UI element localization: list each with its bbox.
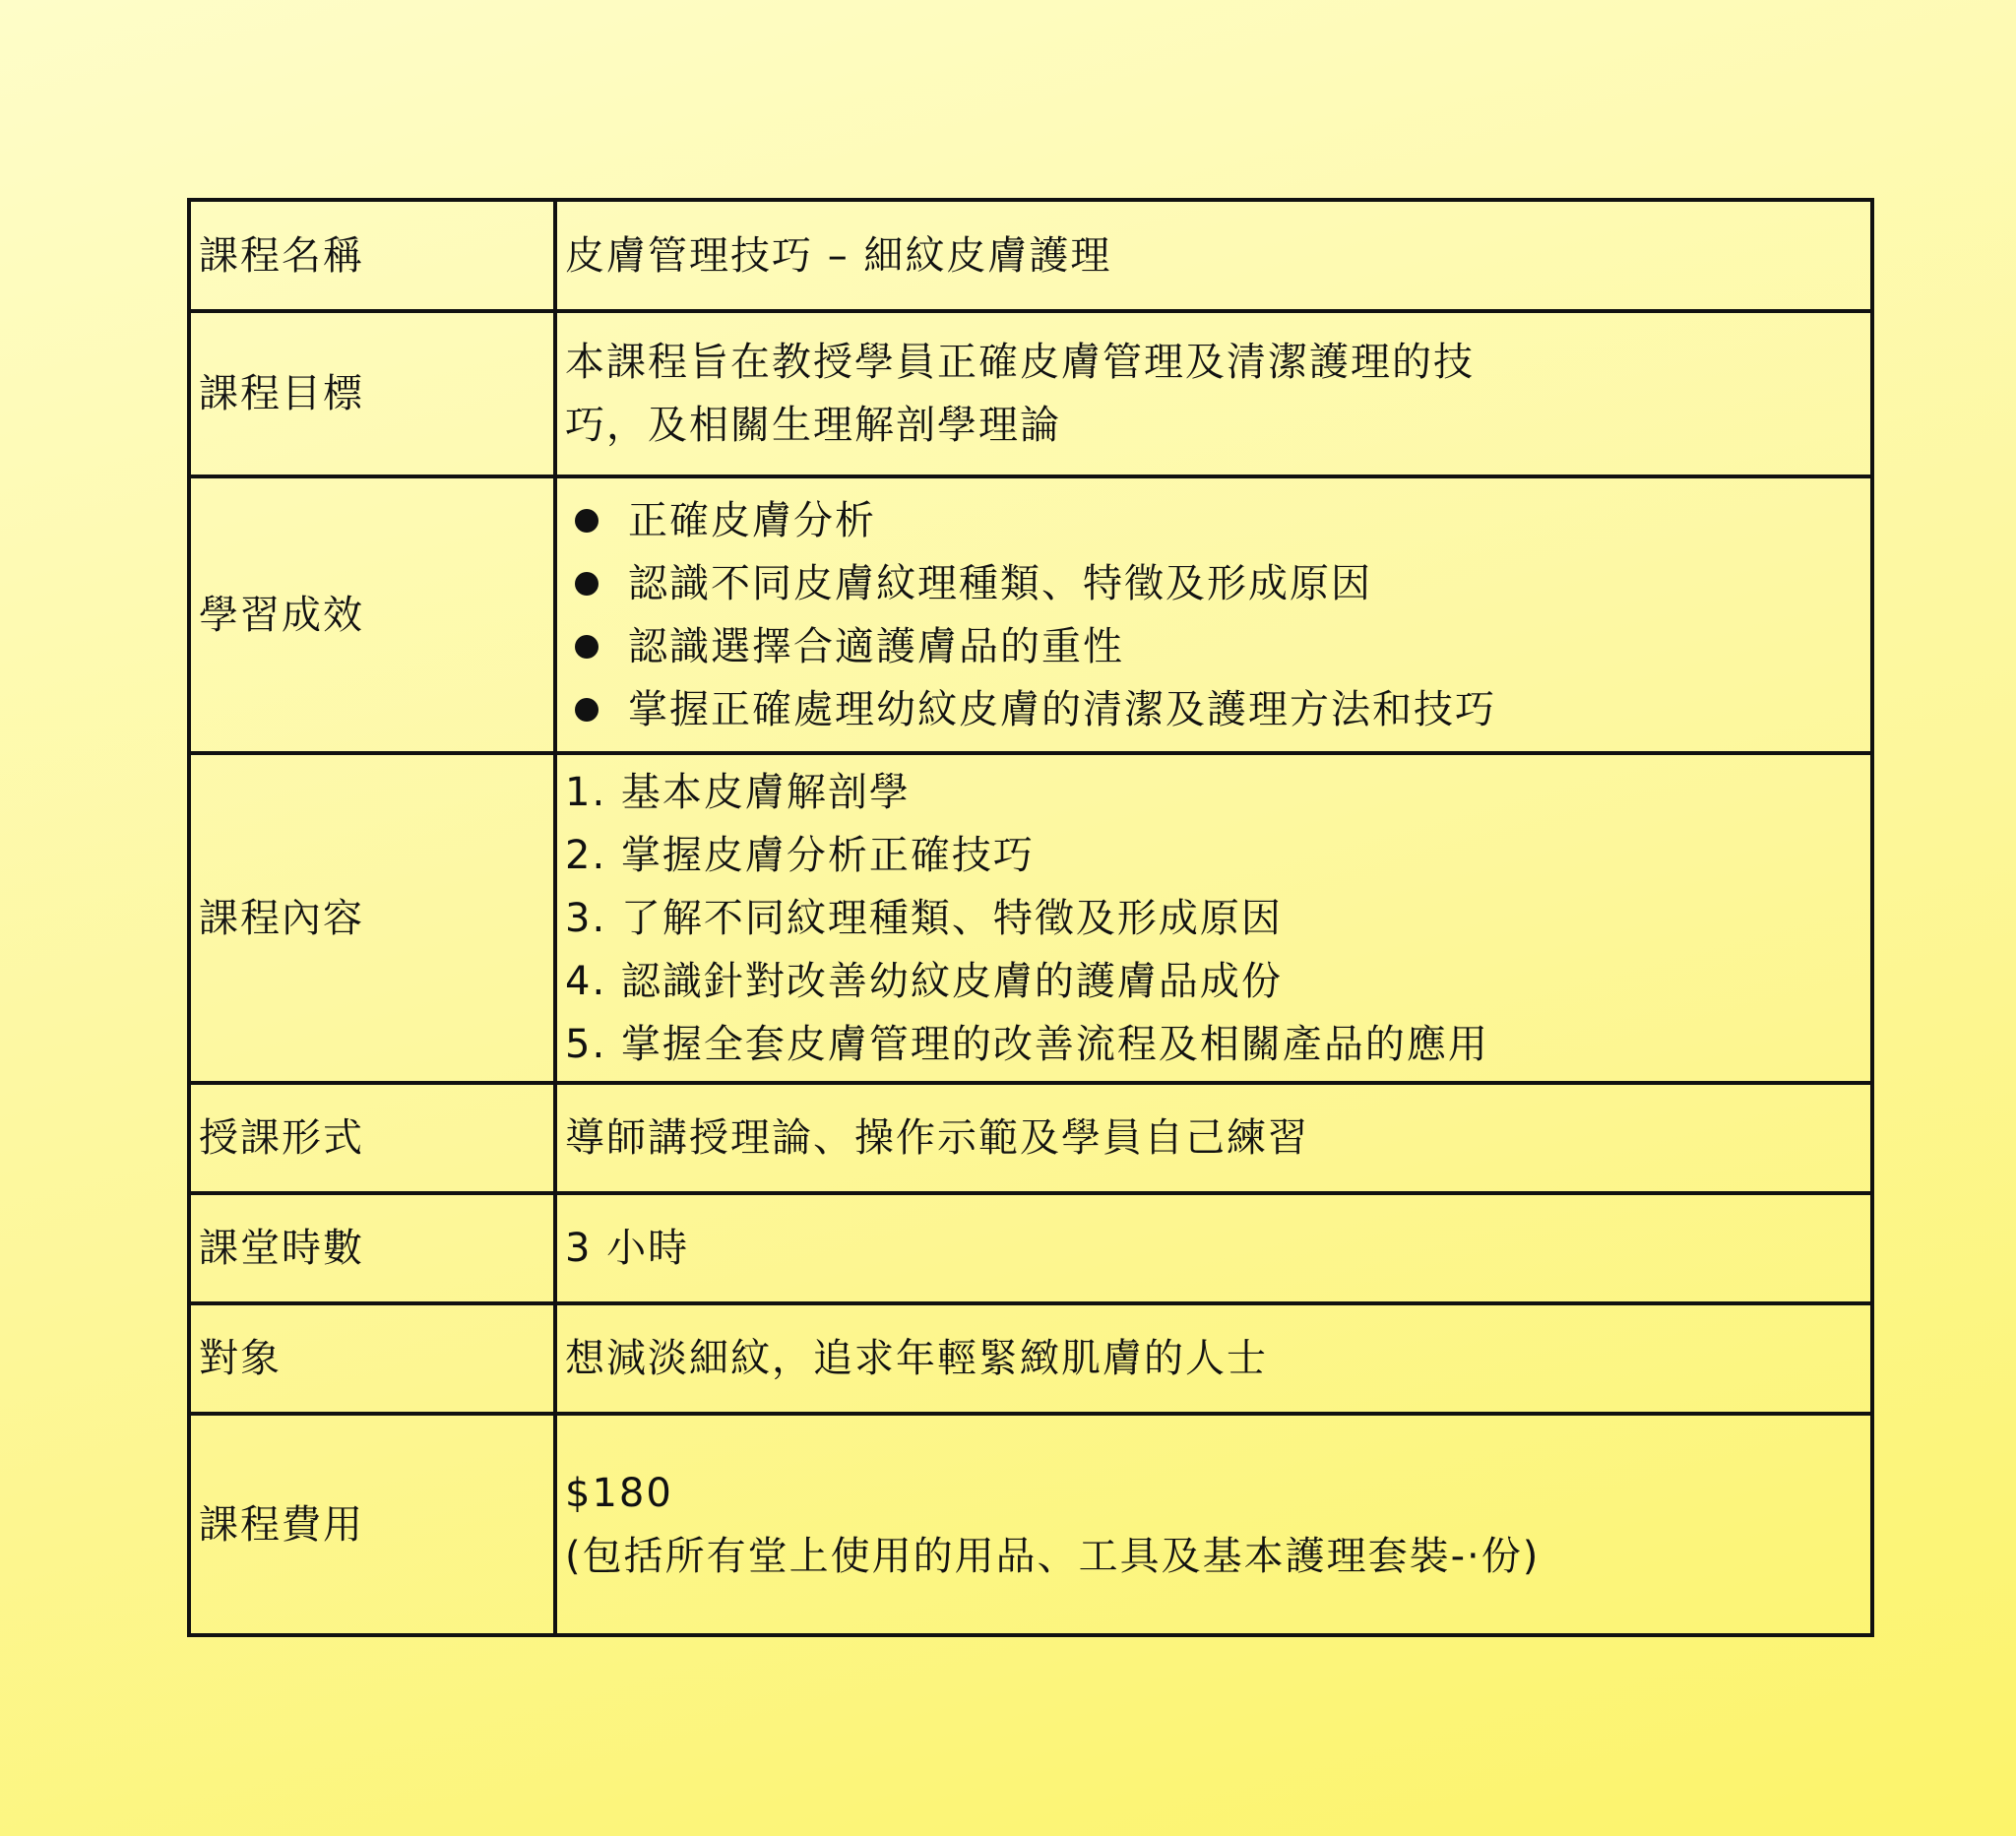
teaching-format-value: 導師講授理論、操作示範及學員自己練習 <box>555 1083 1872 1193</box>
outcome-item <box>565 552 1862 615</box>
outcome-text: 認識不同皮膚紋理種類、特徵及形成原因 <box>628 560 1372 606</box>
content-item: 4. 認識針對改善幼紋皮膚的護膚品成份 <box>565 958 1283 1004</box>
objective-line: 本課程旨在教授學員正確皮膚管理及清潔護理的技 <box>565 340 1475 385</box>
outcome-item <box>565 678 1862 741</box>
content-item: 2. 掌握皮膚分析正確技巧 <box>565 832 1035 878</box>
bullet-icon <box>575 698 598 722</box>
fee-amount: $180 <box>565 1470 673 1516</box>
course-objective-label: 課程目標 <box>189 311 555 476</box>
class-hours-value: 3 小時 <box>555 1193 1872 1303</box>
course-content-label: 課程內容 <box>189 753 555 1083</box>
row-target-audience <box>189 1303 1872 1414</box>
outcome-text: 正確皮膚分析 <box>628 497 876 543</box>
row-learning-outcomes <box>189 476 1872 753</box>
outcome-item <box>565 489 1862 552</box>
bullet-icon <box>575 509 598 533</box>
course-fee-label: 課程費用 <box>189 1414 555 1635</box>
bullet-icon <box>575 635 598 659</box>
learning-outcomes-label: 學習成效 <box>189 476 555 753</box>
teaching-format-label: 授課形式 <box>189 1083 555 1193</box>
course-info-sheet <box>187 198 1831 1637</box>
target-audience-value: 想減淡細紋，追求年輕緊緻肌膚的人士 <box>555 1303 1872 1414</box>
course-name-value: 皮膚管理技巧 – 細紋皮膚護理 <box>555 200 1872 311</box>
course-name-label: 課程名稱 <box>189 200 555 311</box>
row-course-fee <box>189 1414 1872 1635</box>
target-audience-label: 對象 <box>189 1303 555 1414</box>
course-objective-value <box>555 311 1872 476</box>
row-course-name <box>189 200 1872 311</box>
course-info-table <box>187 198 1874 1637</box>
bullet-icon <box>575 572 598 596</box>
course-content-list <box>555 753 1872 1083</box>
outcome-item <box>565 615 1862 678</box>
row-class-hours <box>189 1193 1872 1303</box>
class-hours-label: 課堂時數 <box>189 1193 555 1303</box>
content-item: 1. 基本皮膚解剖學 <box>565 769 911 815</box>
learning-outcomes-list <box>555 476 1872 753</box>
outcome-text: 掌握正確處理幼紋皮膚的清潔及護理方法和技巧 <box>628 686 1496 732</box>
fee-note: (包括所有堂上使用的用品、工具及基本護理套裝-·份) <box>565 1533 1541 1579</box>
content-item: 5. 掌握全套皮膚管理的改善流程及相關產品的應用 <box>565 1021 1489 1067</box>
objective-line: 巧，及相關生理解剖學理論 <box>565 403 1061 448</box>
course-fee-value <box>555 1414 1872 1635</box>
content-item: 3. 了解不同紋理種類、特徵及形成原因 <box>565 895 1283 941</box>
row-course-content <box>189 753 1872 1083</box>
row-course-objective <box>189 311 1872 476</box>
outcome-text: 認識選擇合適護膚品的重性 <box>628 623 1124 669</box>
row-teaching-format <box>189 1083 1872 1193</box>
